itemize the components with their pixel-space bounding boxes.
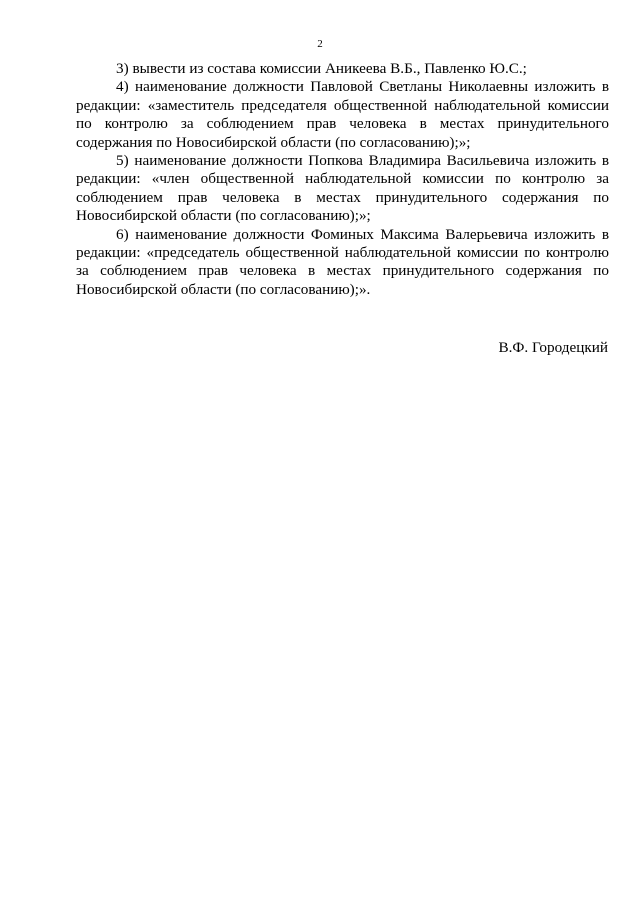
- list-item-3: 3) вывести из состава комиссии Аникеева В.Б., Павленко Ю.С.;: [116, 60, 527, 77]
- list-item-4: 4) наименование должности Павловой Светланы Николаевны изложить в редакции: «заместитель председателя общественной наблюдательной комиссии по контролю за соблюдением прав человека в местах принудительного содержания по Новосибирской области (по согласованию);»;: [76, 78, 609, 151]
- list-item-5: 5) наименование должности Попкова Владимира Васильевича изложить в редакции: «член общественной наблюдательной комиссии по контролю за соблюдением прав человека в местах принудительного содержания по Новосибирской области (по согласованию);»;: [76, 152, 609, 225]
- list-item-6: 6) наименование должности Фоминых Максима Валерьевича изложить в редакции: «председатель общественной наблюдательной комиссии по контролю за соблюдением прав человека в местах принудительного содержания по Новосибирской области (по согласованию);».: [76, 225, 609, 298]
- document-body: [76, 60, 609, 299]
- page-number: 2: [317, 38, 323, 50]
- signature-name: В.Ф. Городецкий: [498, 339, 608, 356]
